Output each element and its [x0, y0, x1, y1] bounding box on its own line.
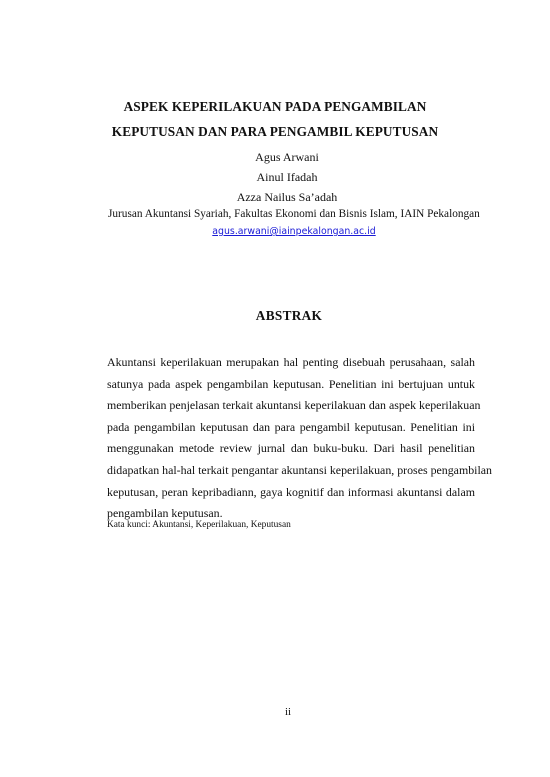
- abstract-line: memberikan penjelasan terkait akuntansi keperilakuan dan aspek keperilakuan: [107, 398, 481, 413]
- abstract-line: keputusan, peran kepribadiann, gaya kognitif dan informasi akuntansi dalam: [107, 484, 475, 499]
- author-affiliation: Jurusan Akuntansi Syariah, Fakultas Ekonomi dan Bisnis Islam, IAIN Pekalongan: [108, 208, 480, 220]
- paper-title-line-2: KEPUTUSAN DAN PARA PENGAMBIL KEPUTUSAN: [111, 124, 439, 139]
- author-name: Agus Arwani: [255, 150, 319, 164]
- abstract-line: Akuntansi keperilakuan merupakan hal penting disebuah perusahaan, salah: [107, 355, 475, 369]
- abstract-heading: ABSTRAK: [255, 308, 323, 323]
- abstract-line: satunya pada aspek pengambilan keputusan. Penelitian ini bertujuan untuk: [107, 376, 475, 391]
- abstract-line: didapatkan hal-hal terkait pengantar akuntansi keperilakuan, proses pengambilan: [107, 462, 492, 477]
- abstract-body: [107, 352, 492, 525]
- abstract-line: menggunakan metode review jurnal dan buku-buku. Dari hasil penelitian: [107, 441, 475, 456]
- page-number: ii: [284, 706, 292, 718]
- author-name: Azza Nailus Sa’adah: [236, 190, 338, 204]
- keywords: Kata kunci: Akuntansi, Keperilakuan, Keputusan: [107, 520, 291, 530]
- paper-title-line-1: ASPEK KEPERILAKUAN PADA PENGAMBILAN: [123, 99, 427, 114]
- author-email-link[interactable]: agus.arwani@iainpekalongan.ac.id: [212, 226, 376, 237]
- abstract-line: pada pengambilan keputusan dan para pengambil keputusan. Penelitian ini: [107, 419, 475, 434]
- author-name: Ainul Ifadah: [256, 170, 318, 184]
- abstract-line: pengambilan keputusan.: [107, 506, 223, 521]
